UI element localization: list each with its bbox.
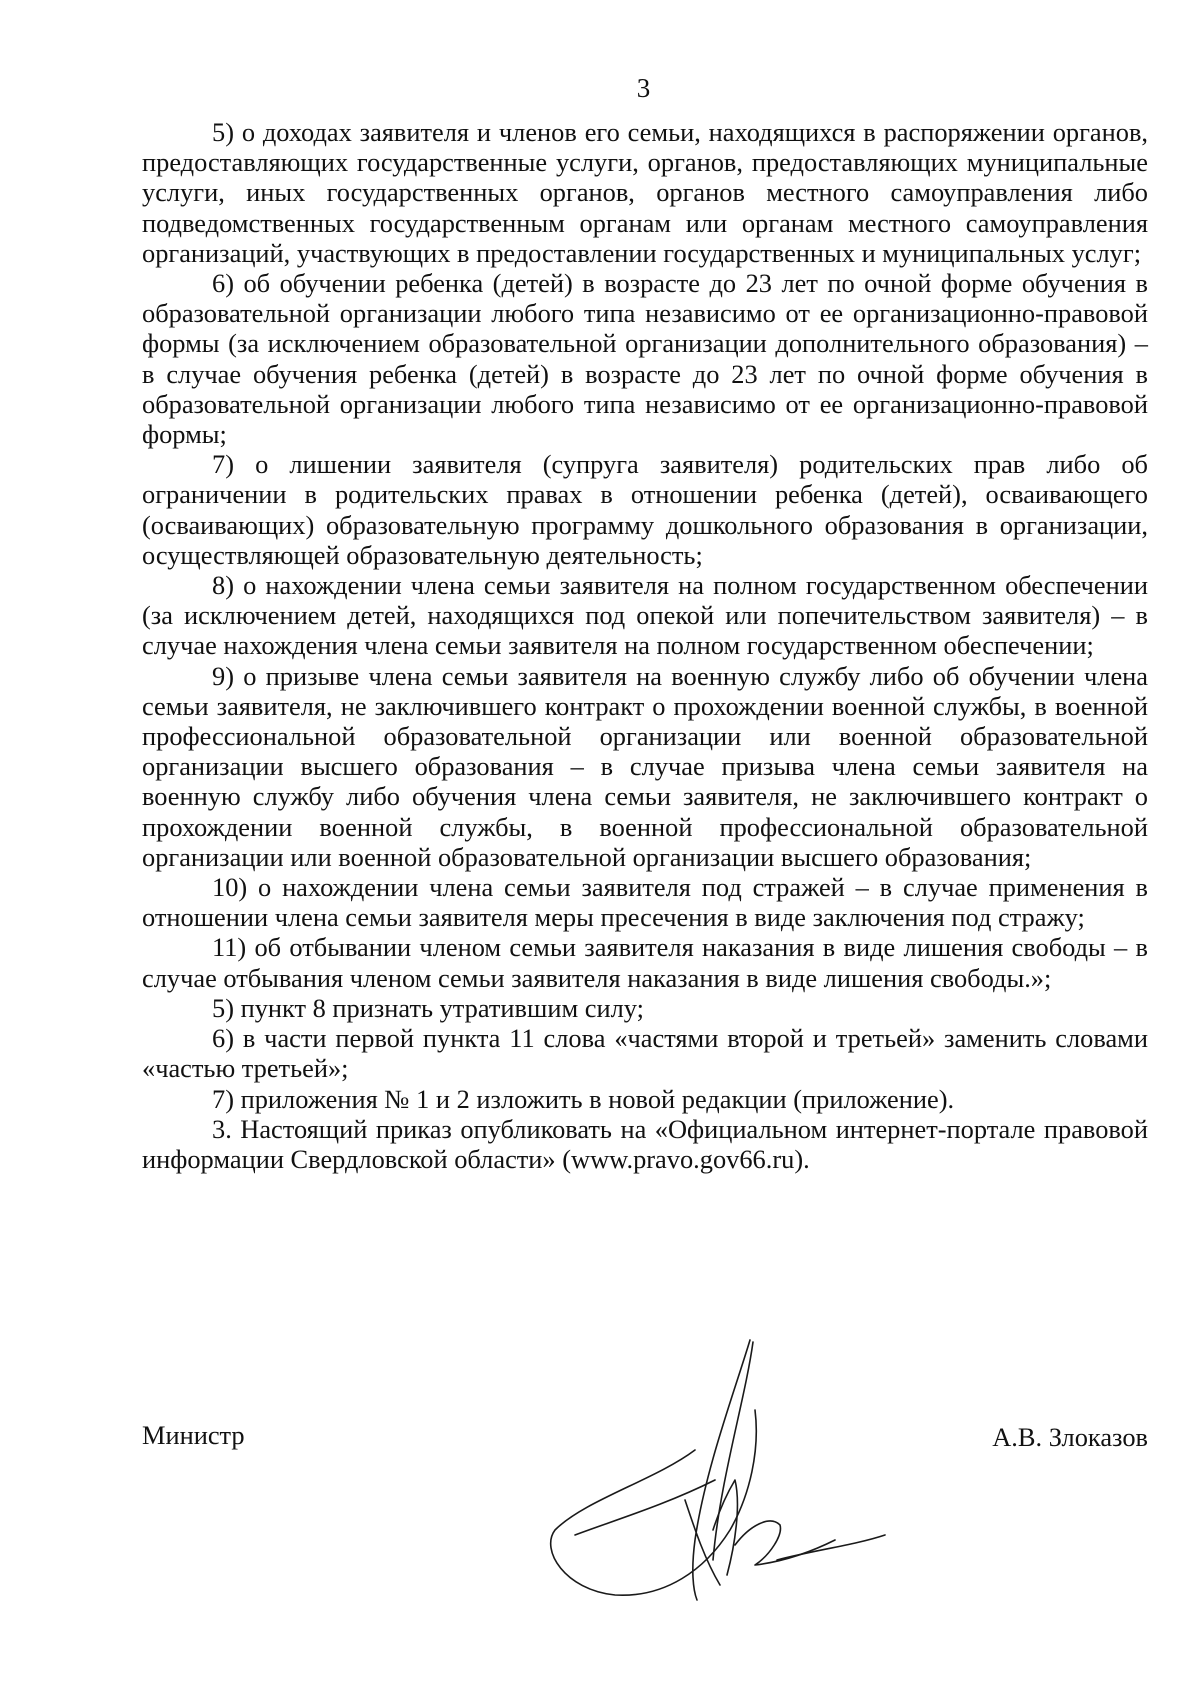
signature-block [0, 1410, 1200, 1670]
page-number: 3 [636, 73, 651, 103]
signatory-name: А.В. Злоказов [992, 1422, 1148, 1452]
amendment-item-6: 6) в части первой пункта 11 слова «частями второй и третьей» заменить словами «частью третьей»; [142, 1023, 1148, 1084]
list-item-8-state-support: 8) о нахождении члена семьи заявителя на полном государственном обеспечении (за исключением детей, находящихся под опекой или попечительством заявителя) – в случае нахождения члена семьи заявителя на полном государственном обеспечении; [142, 570, 1148, 661]
amendment-item-7: 7) приложения № 1 и 2 изложить в новой редакции (приложение). [212, 1083, 955, 1114]
list-item-11-imprisonment: 11) об отбывании членом семьи заявителя наказания в виде лишения свободы – в случае отбывания членом семьи заявителя наказания в виде лишения свободы.»; [142, 932, 1148, 993]
signatory-position: Министр [142, 1420, 245, 1450]
document-body [142, 117, 1148, 1174]
list-item-7-parental-rights: 7) о лишении заявителя (супруга заявителя) родительских прав либо об ограничении в родительских правах в отношении ребенка (детей), осваивающего (осваивающих) образовательную программу дошкольного образования в организации, осуществляющей образовательную деятельность; [142, 449, 1148, 570]
list-item-10-custody: 10) о нахождении члена семьи заявителя под стражей – в случае применения в отношении члена семьи заявителя меры пресечения в виде заключения под стражу; [142, 872, 1148, 933]
list-item-9-military-service: 9) о призыве члена семьи заявителя на военную службу либо об обучении члена семьи заявителя, не заключившего контракт о прохождении военной службы, в военной профессиональной образовательной организации или военной образовательной организации высшего образования – в случае призыва члена семьи заявителя на военную службу либо обучения члена семьи заявителя, не заключившего контракт о прохождении военной службы, в военной профессиональной образовательной организации или военной образовательной организации высшего образования; [142, 660, 1148, 872]
handwritten-signature-icon [545, 1330, 925, 1660]
publication-clause: 3. Настоящий приказ опубликовать на «Официальном интернет-портале правовой информации Свердловской области» (www.pravo.gov66.ru). [142, 1113, 1148, 1174]
list-item-6-education: 6) об обучении ребенка (детей) в возрасте до 23 лет по очной форме обучения в образовательной организации любого типа независимо от ее организационно-правовой формы (за исключением образовательной организации дополнительного образования) – в случае обучения ребенка (детей) в возрасте до 23 лет по очной форме обучения в образовательной организации любого типа независимо от ее организационно-правовой формы; [142, 268, 1148, 450]
list-item-5-income: 5) о доходах заявителя и членов его семьи, находящихся в распоряжении органов, предоставляющих государственные услуги, органов, предоставляющих муниципальные услуги, иных государственных органов, органов местного самоуправления либо подведомственных государственным органам или органам местного самоуправления организаций, участвующих в предоставлении государственных и муниципальных услуг; [142, 117, 1148, 268]
amendment-item-5: 5) пункт 8 признать утратившим силу; [212, 992, 644, 1023]
